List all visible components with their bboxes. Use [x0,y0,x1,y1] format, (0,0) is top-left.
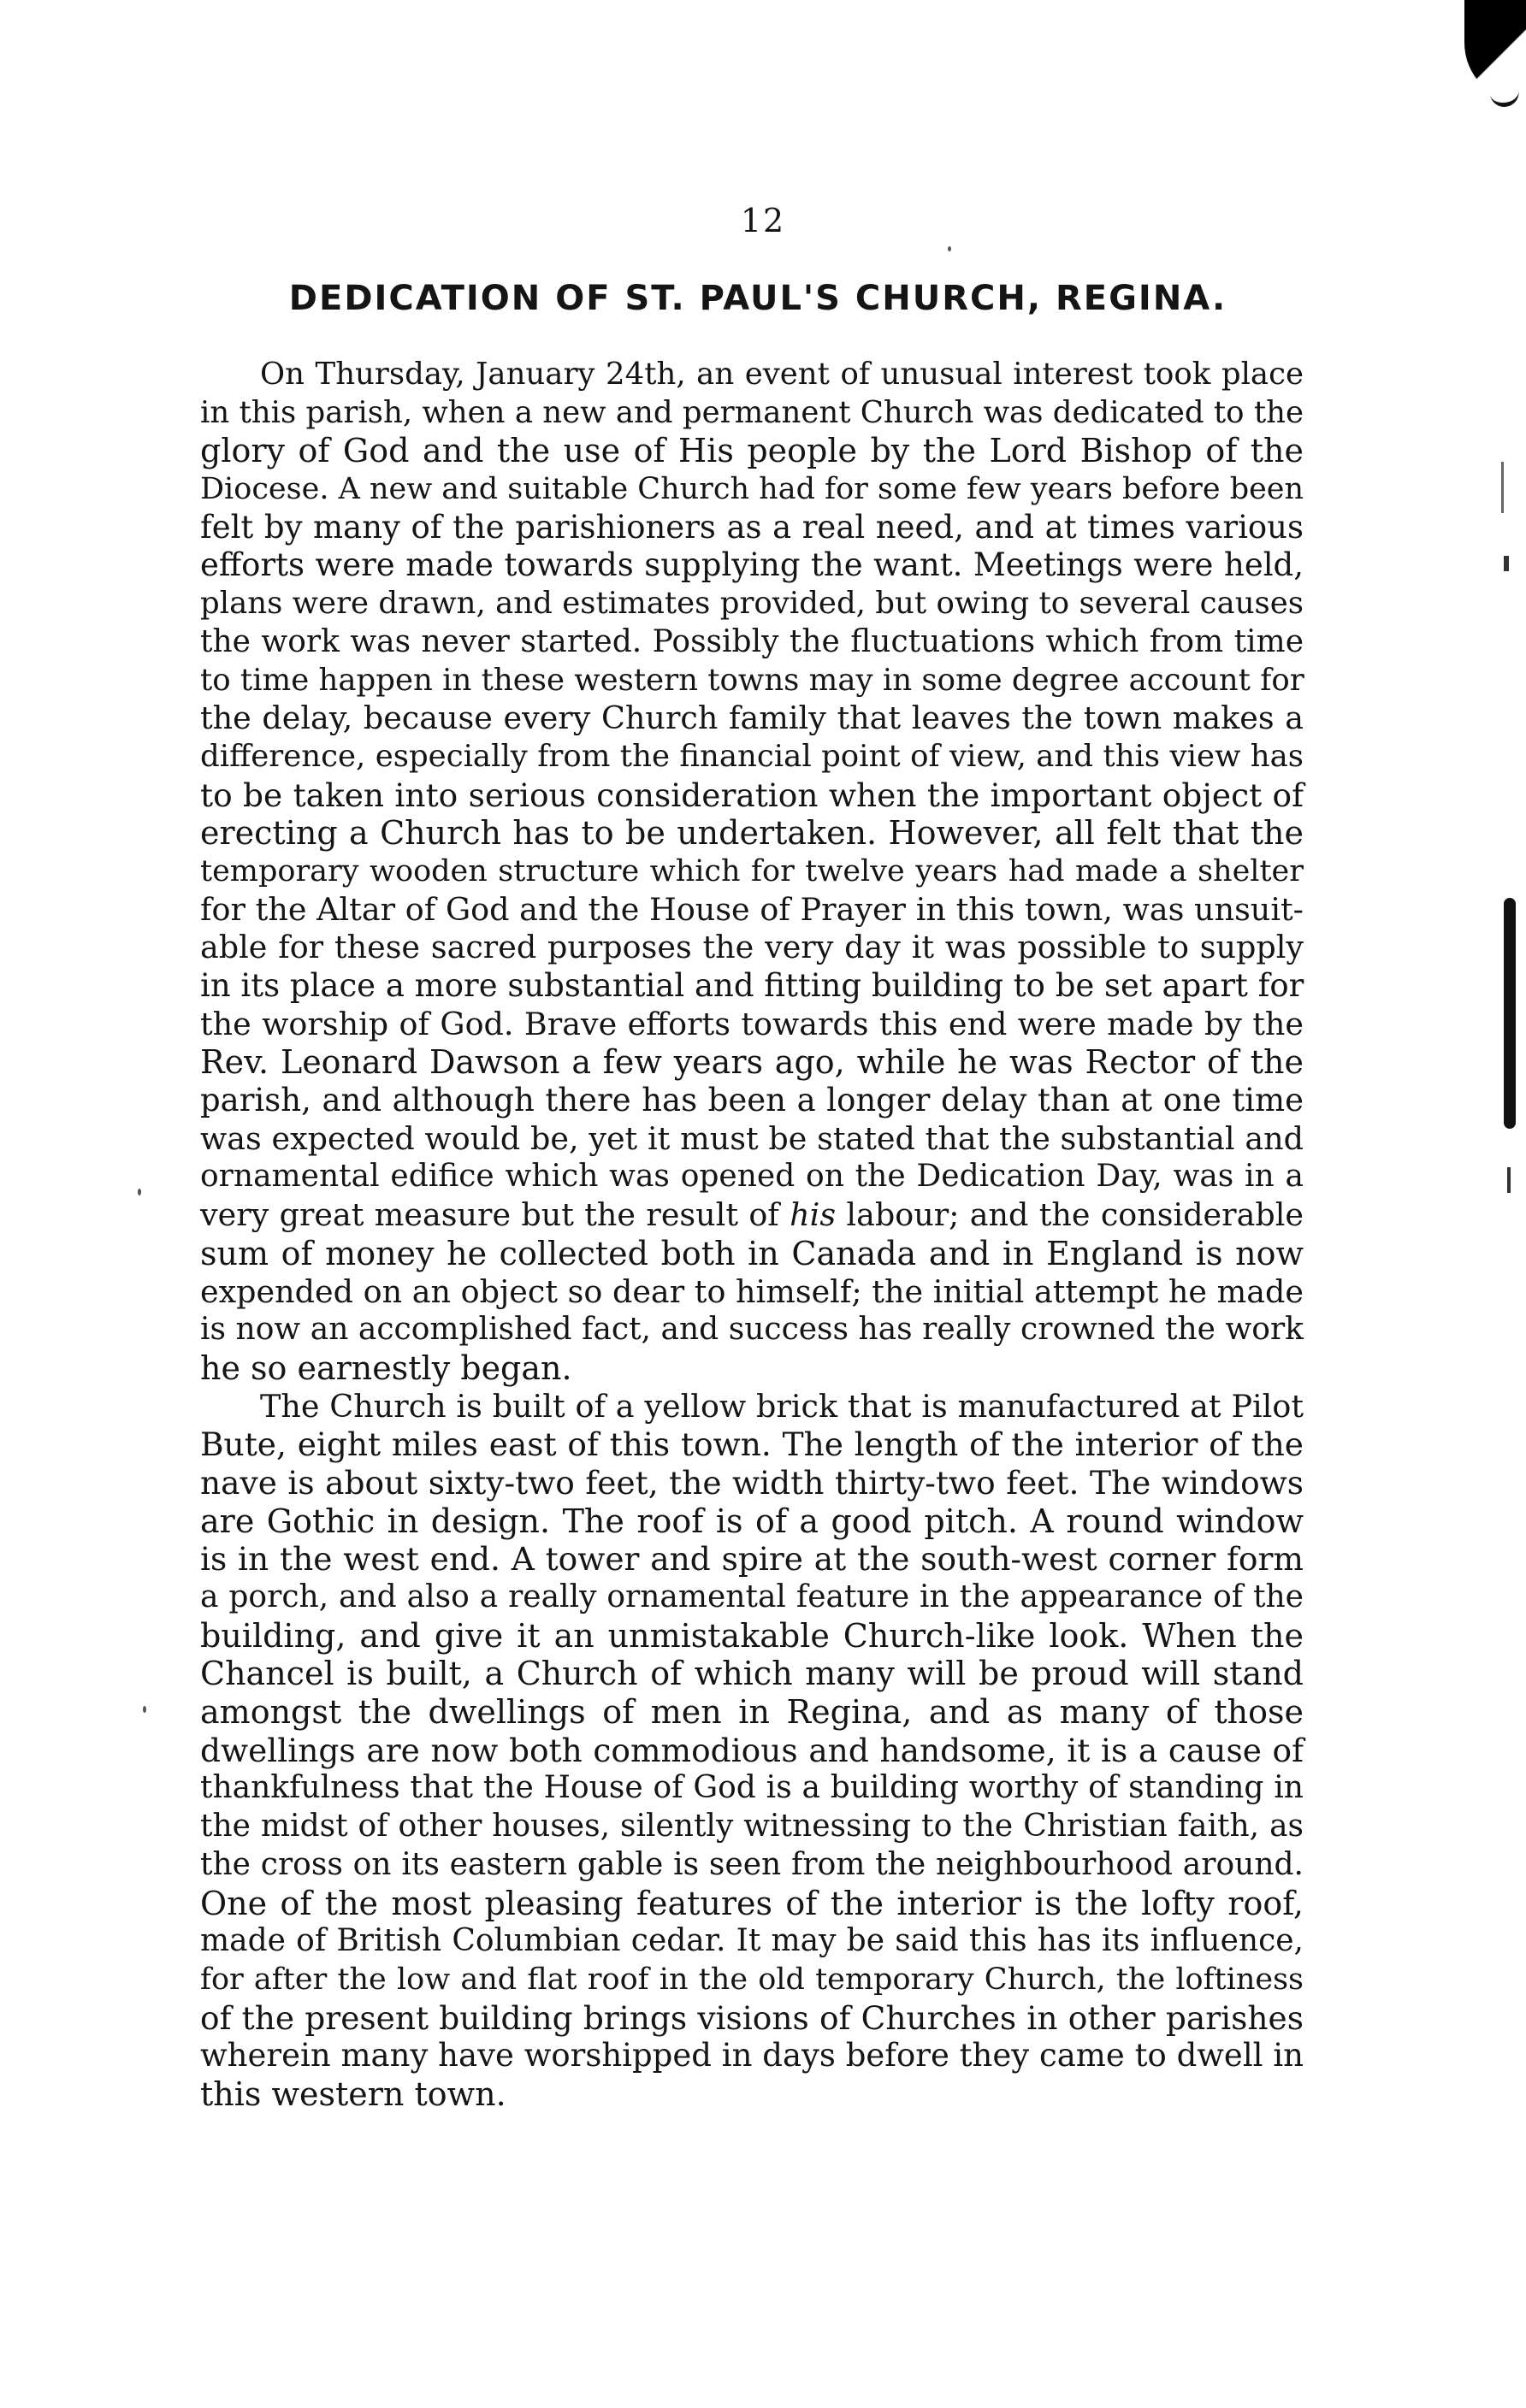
text-line: in its place a more substantial and fitting building to be set apart for [200,967,1304,1004]
text-line: wherein many have worshipped in days before they came to dwell in [200,2037,1304,2075]
paragraph-2 [200,1388,1304,2114]
text-line: One of the most pleasing features of the interior is the lofty roof, [200,1884,1304,1922]
text-line: the work was never started. Possibly the fluctuations which from time [200,623,1304,659]
text-line: made of British Columbian cedar. It may be said this has its influence, [200,1923,1304,1959]
text-line: this western town. [200,2075,506,2113]
scan-edge-bar [1504,898,1516,1129]
text-line: dwellings are now both commodious and handsome, it is a cause of [200,1731,1304,1769]
scan-speck [143,1706,146,1713]
text-line: The Church is built of a yellow brick that is manufactured at Pilot [260,1387,1304,1425]
scan-speck [948,246,951,251]
scan-edge-mark [1507,1167,1511,1193]
text-line: for the Altar of God and the House of Prayer in this town, was unsuit- [200,890,1304,928]
text-line: the midst of other houses, silently witnessing to the Christian faith, as [200,1809,1304,1844]
text-line: On Thursday, January 24th, an event of unusual interest took place [260,357,1304,392]
article-body [200,356,1304,2114]
text-line: building, and give it an unmistakable Church-like look. When the [200,1616,1304,1655]
text-line: Chancel is built, a Church of which many will be proud will stand [200,1655,1304,1693]
text-line: expended on an object so dear to himself; the initial attempt he made [200,1272,1304,1310]
text-line: is in the west end. A tower and spire at the south-west corner form [200,1540,1304,1579]
text-line: temporary wooden structure which for twelve years had made a shelter [200,853,1304,888]
scan-edge-curl [1488,80,1521,109]
text-line: erecting a Church has to be undertaken. However, all felt that the [200,814,1304,853]
text-line: difference, especially from the financial point of view, and this view has [200,738,1304,774]
text-line: felt by many of the parishioners as a real need, and at times various [200,508,1304,546]
page-title: DEDICATION OF ST. PAUL'S CHURCH, REGINA. [288,279,1227,318]
text-line: was expected would be, yet it must be stated that the substantial and [200,1119,1304,1157]
text-line: plans were drawn, and estimates provided, but owing to several causes [200,586,1304,622]
text-line: a porch, and also a really ornamental feature in the appearance of the [200,1579,1304,1614]
text-line: the delay, because every Church family that leaves the town makes a [200,699,1304,737]
text-line: to be taken into serious consideration when the important object of [200,776,1304,814]
text-line: sum of money he collected both in Canada and in England is now [200,1234,1304,1272]
text-line: is now an accomplished fact, and success has really crowned the work [200,1312,1304,1348]
text-line: he so earnestly began. [200,1349,572,1387]
text-line: of the present building brings visions of Churches in other parishes [200,1998,1304,2037]
text-line: amongst the dwellings of men in Regina, and as many of those [200,1693,1304,1732]
text-line: Rev. Leonard Dawson a few years ago, while he was Rector of the [200,1043,1304,1082]
text-line: the cross on its eastern gable is seen from the neighbourhood around. [200,1846,1304,1882]
text-line: are Gothic in design. The roof is of a good pitch. A round window [200,1502,1304,1540]
text-line-with-italic [200,1196,1304,1235]
text-line: glory of God and the use of His people by the Lord Bishop of the [200,432,1304,470]
text-line: parish, and although there has been a longer delay than at one time [200,1082,1304,1119]
text-line: nave is about sixty-two feet, the width thirty-two feet. The windows [200,1463,1304,1502]
text-line: Bute, eight miles east of this town. The length of the interior of the [200,1425,1304,1464]
text-line: Diocese. A new and suitable Church had for some few years before been [200,472,1304,507]
scan-edge-mark [1501,462,1504,513]
text-line: for after the low and flat roof in the old temporary Church, the loftiness [200,1962,1304,1997]
text-line: efforts were made towards supplying the want. Meetings were held, [200,546,1304,584]
text-line: thankfulness that the House of God is a building worthy of standing in [200,1770,1304,1806]
italic-word: his [790,1196,837,1234]
text-line: ornamental edifice which was opened on the Dedication Day, was in a [200,1159,1304,1195]
page-number: 12 [740,202,786,239]
scan-edge-mark [1504,556,1509,571]
text-line: able for these sacred purposes the very day it was possible to supply [200,929,1304,966]
text-line: in this parish, when a new and permanent Church was dedicated to the [200,394,1304,430]
paragraph-1 [200,356,1304,1388]
scan-speck [138,1189,141,1195]
text-segment: labour; and the considerable [836,1196,1304,1234]
text-segment: very great measure but the result of [200,1196,779,1234]
text-line: the worship of God. Brave efforts towards this end were made by the [200,1005,1304,1042]
text-line: to time happen in these western towns may in some degree account for [200,662,1304,698]
